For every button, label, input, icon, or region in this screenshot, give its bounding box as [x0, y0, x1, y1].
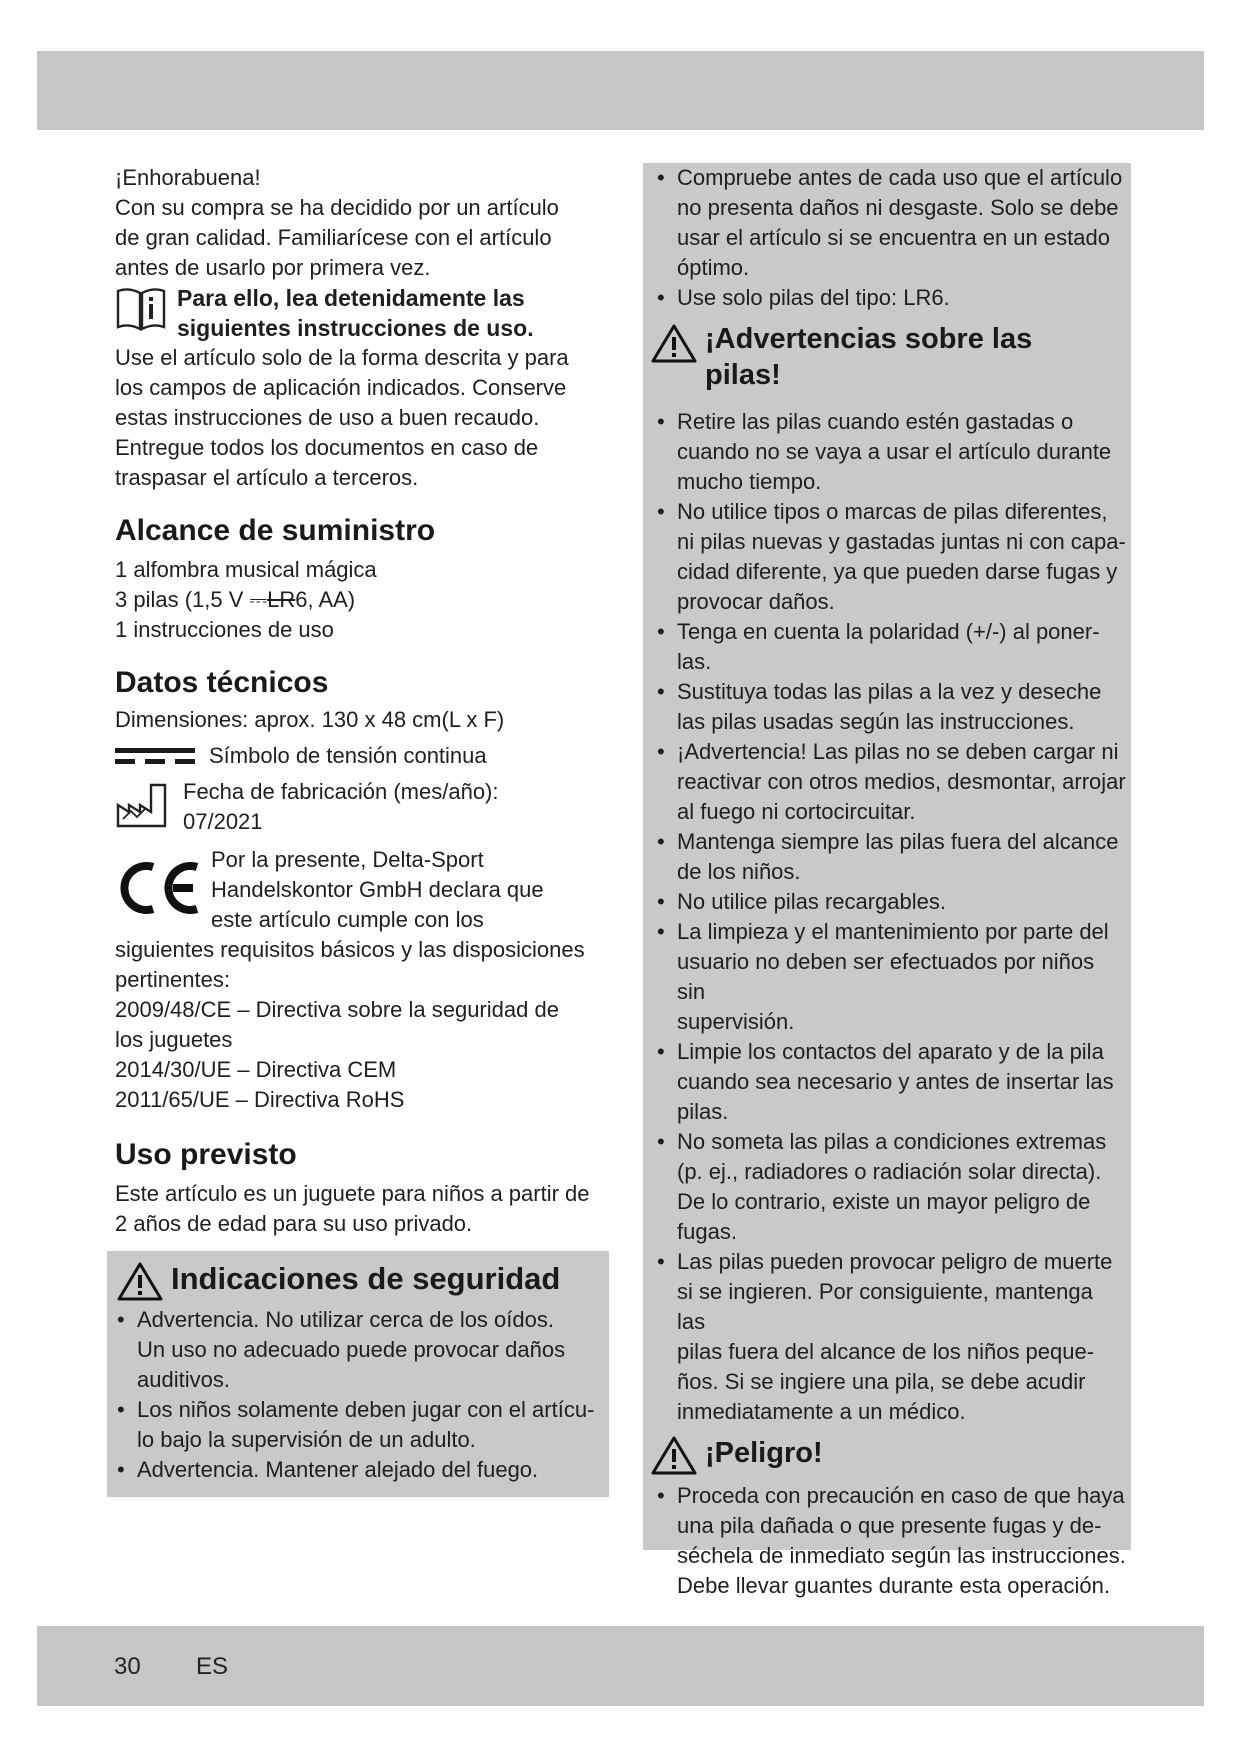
- safety-title: [115, 1259, 603, 1301]
- dc-voltage-icon: [115, 744, 195, 768]
- list-item: • Retire las pilas cuando estén gastadas o cuando no se vaya a usar el artículo durante mucho tiempo.: [655, 407, 1127, 497]
- manufacture-label: Fecha de fabricación (mes/año):: [183, 779, 499, 804]
- list-item: • No utilice tipos o marcas de pilas diferentes, ni pilas nuevas y gastadas juntas ni con capa- cidad diferente, ya que pueden darse fugas y provocar daños.: [655, 497, 1127, 617]
- warning-icon: [117, 1261, 163, 1301]
- battery-warnings-heading: pilas!: [705, 359, 781, 391]
- dc-symbol-label: Símbolo de tensión continua: [209, 743, 487, 768]
- manufacturing-date-icon: [115, 781, 169, 829]
- intro-line: Con su compra se ha decidido por un artículo: [115, 195, 559, 220]
- list-item: • Las pilas pueden provocar peligro de muerte si se ingieren. Por consiguiente, mantenga las pilas fuera del alcance de los niños peque- ños. Si se ingiere una pila, se debe acudir inmediatamente a un médico.: [655, 1247, 1127, 1427]
- dc-symbol-row: [115, 741, 595, 771]
- directive: 2011/65/UE – Directiva RoHS: [115, 1087, 405, 1112]
- usage-check-list: [655, 163, 1127, 313]
- intended-use-heading: Uso previsto: [115, 1138, 297, 1171]
- list-item: • Limpie los contactos del aparato y de la pila cuando sea necesario y antes de insertar las pilas.: [655, 1037, 1127, 1127]
- intro-line: antes de usarlo por primera vez.: [115, 255, 431, 280]
- intro-line: de gran calidad. Familiarícese con el artículo: [115, 225, 552, 250]
- danger-title: [655, 1435, 1127, 1475]
- battery-warnings-heading: ¡Advertencias sobre las: [705, 323, 1033, 355]
- page-number: 30: [114, 1653, 141, 1680]
- ce-line: este artículo cumple con los: [211, 907, 484, 932]
- note-line: siguientes instrucciones de uso.: [177, 315, 534, 341]
- manufacture-date: 07/2021: [183, 809, 263, 834]
- ce-row: [115, 845, 595, 935]
- intended-use-line: Este artículo es un juguete para niños a partir de: [115, 1181, 590, 1206]
- read-instructions-note: [115, 283, 595, 343]
- list-item: • Tenga en cuenta la polaridad (+/-) al poner- las.: [655, 617, 1127, 677]
- technical-heading: Datos técnicos: [115, 666, 329, 699]
- supply-heading: Alcance de suministro: [115, 514, 436, 547]
- ce-mark-icon: [115, 853, 205, 923]
- list-item: • Compruebe antes de cada uso que el artículo no presenta daños ni desgaste. Solo se debe usar el artículo si se encuentra en un estado óptimo.: [655, 163, 1127, 283]
- usage-line: Entregue todos los documentos en caso de: [115, 435, 539, 460]
- note-line: Para ello, lea detenidamente las: [177, 285, 525, 311]
- warning-icon: [651, 1435, 697, 1475]
- language-code: ES: [196, 1653, 229, 1680]
- safety-heading: Indicaciones de seguridad: [171, 1261, 561, 1296]
- right-column: [655, 163, 1127, 1601]
- usage-line: los campos de aplicación indicados. Conserve: [115, 375, 567, 400]
- book-info-icon: [115, 285, 167, 333]
- left-column: [115, 163, 595, 1497]
- directive: los juguetes: [115, 1027, 233, 1052]
- battery-warnings-list: [655, 407, 1127, 1427]
- ce-line: Por la presente, Delta-Sport: [211, 847, 484, 872]
- header-band: [37, 51, 1204, 130]
- manufacture-row: [115, 777, 595, 837]
- warning-icon: [651, 323, 697, 363]
- usage-line: traspasar el artículo a terceros.: [115, 465, 419, 490]
- list-item: • La limpieza y el mantenimiento por parte del usuario no deben ser efectuados por niños sin supervisión.: [655, 917, 1127, 1037]
- battery-warnings-title: [655, 321, 1127, 393]
- danger-heading: ¡Peligro!: [705, 1437, 823, 1469]
- list-item: • Sustituya todas las pilas a la vez y deseche las pilas usadas según las instrucciones.: [655, 677, 1127, 737]
- greeting: ¡Enhorabuena!: [115, 165, 261, 190]
- list-item: • No someta las pilas a condiciones extremas (p. ej., radiadores o radiación solar directa). De lo contrario, existe un mayor peligro de fugas.: [655, 1127, 1127, 1247]
- list-item: • ¡Advertencia! Las pilas no se deben cargar ni reactivar con otros medios, desmontar, arrojar al fuego ni cortocircuitar.: [655, 737, 1127, 827]
- safety-list: [115, 1305, 603, 1485]
- usage-line: estas instrucciones de uso a buen recaudo.: [115, 405, 540, 430]
- list-item: • Advertencia. No utilizar cerca de los oídos. Un uso no adecuado puede provocar daños auditivos.: [115, 1305, 603, 1395]
- supply-item: 1 alfombra musical mágica: [115, 557, 377, 582]
- directive: 2009/48/CE – Directiva sobre la seguridad de: [115, 997, 559, 1022]
- supply-item: 1 instrucciones de uso: [115, 617, 334, 642]
- usage-line: Use el artículo solo de la forma descrita y para: [115, 345, 569, 370]
- safety-box: [107, 1251, 609, 1497]
- dimensions: Dimensiones: aprox. 130 x 48 cm(L x F): [115, 707, 505, 732]
- list-item: • Mantenga siempre las pilas fuera del alcance de los niños.: [655, 827, 1127, 887]
- list-item: • Use solo pilas del tipo: LR6.: [655, 283, 1127, 313]
- ce-continuation: pertinentes:: [115, 967, 230, 992]
- intended-use-line: 2 años de edad para su uso privado.: [115, 1211, 473, 1236]
- list-item: • No utilice pilas recargables.: [655, 887, 1127, 917]
- ce-continuation: siguientes requisitos básicos y las disposiciones: [115, 937, 585, 962]
- list-item: • Los niños solamente deben jugar con el artícu- lo bajo la supervisión de un adulto.: [115, 1395, 603, 1455]
- list-item: • Advertencia. Mantener alejado del fuego.: [115, 1455, 603, 1485]
- danger-list: [655, 1481, 1127, 1601]
- supply-item: 3 pilas (1,5 V ⎓LR6, AA): [115, 587, 356, 612]
- dc-symbol-icon: ⎓: [249, 587, 268, 612]
- ce-line: Handelskontor GmbH declara que: [211, 877, 544, 902]
- list-item: • Proceda con precaución en caso de que haya una pila dañada o que presente fugas y de- séchela de inmediato según las instrucciones. Debe llevar guantes durante esta operación.: [655, 1481, 1127, 1601]
- directive: 2014/30/UE – Directiva CEM: [115, 1057, 397, 1082]
